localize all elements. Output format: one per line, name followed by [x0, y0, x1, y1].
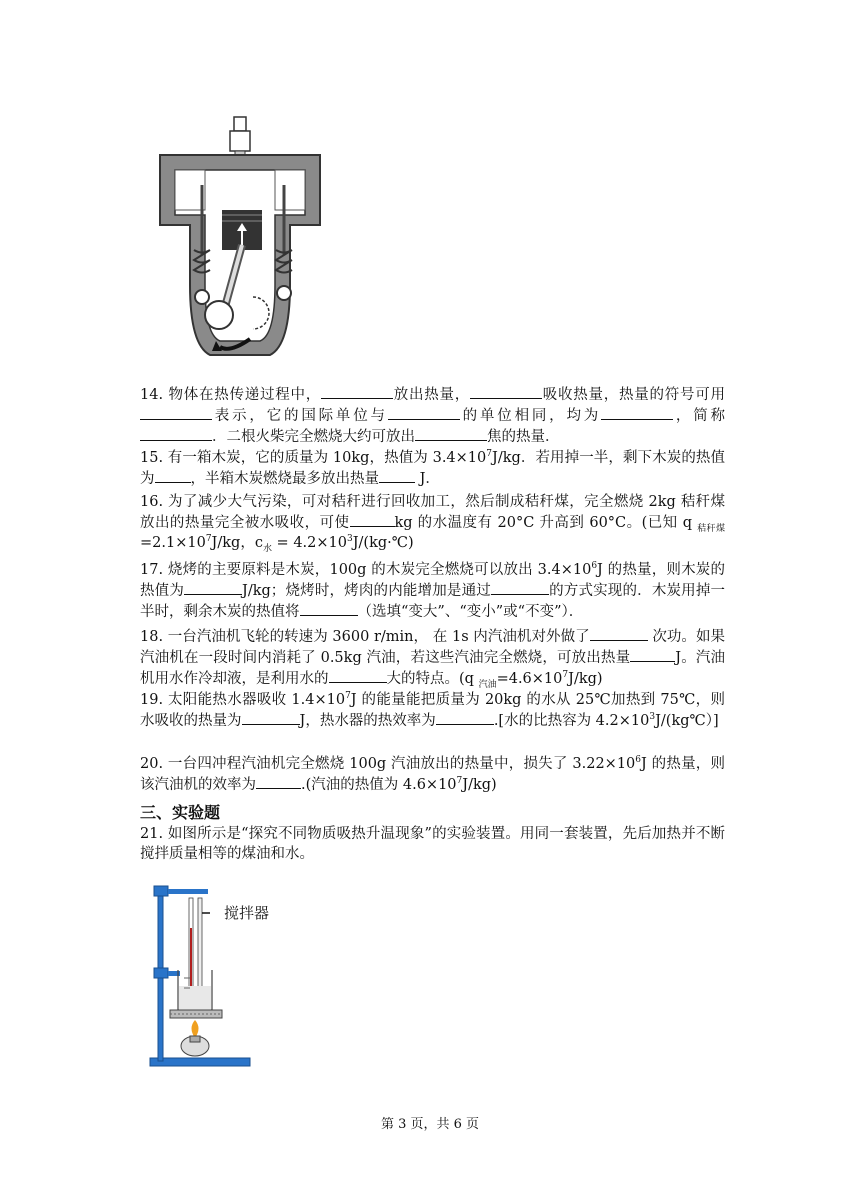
answer-blank[interactable] [321, 384, 393, 399]
question-16: 16. 为了减少大气污染，可对秸秆进行回收加工，然后制成秸秆煤，完全燃烧 2kg 秸秆煤放出的热量完全被水吸收，可使 kg 的水温度有 20°C 升高到 60°C。(已知 q $_{秸秆煤}=2.1\times 10^7J/kg$，$c_水$ = $4.2\times 10^3J/(kg\cdot℃)$ [140, 494, 726, 554]
question-18: 18. 一台汽油机飞轮的转速为 3600 r/min， 在 1s 内汽油机对外做了 次功。如果汽油机在一段时间内消耗了 0.5kg 汽油，若这些汽油完全燃烧，可放出热量 J。汽油机用水作冷却液，是利用水的 大的特点。(q $_{汽油}=4.6\times 10^7J/kg$) [140, 626, 725, 689]
question-20: 20. 一台四冲程汽油机完全燃烧 100g 汽油放出的热量中，损失了 $3.22\times 10^6J$ 的热量，则该汽油机的效率为 .(汽油的热值为 $4.6\times 10^7J/kg$) [140, 755, 726, 793]
answer-blank[interactable] [350, 512, 395, 527]
apparatus-label: 搅拌器 [224, 904, 270, 922]
engine-diagram [150, 115, 330, 375]
question-21: 21. 如图所示是“探究不同物质吸热升温现象”的实验装置。用同一套装置，先后加热并不断搅拌质量相等的煤油和水。 [140, 826, 725, 862]
answer-blank[interactable] [155, 468, 191, 483]
question-15: 15. 有一箱木炭，它的质量为 10kg，热值为 $3.4\times 10^7J/kg$．若用掉一半，剩下木炭的热值为 ，半箱木炭燃烧最多放出热量 J． [140, 449, 726, 487]
question-19: 19. 太阳能热水器吸收 $1.4\times 10^7J$ 的能量能把质量为 20kg 的水从 25℃加热到 75℃，则水吸收的热量为 J，热水器的热效率为 .[水的比热容为 $4.2\times 10^3J/(kg℃)$] [140, 691, 725, 729]
section-title: 三、实验题 [140, 803, 221, 822]
answer-blank[interactable] [184, 580, 242, 595]
answer-blank[interactable] [242, 710, 300, 725]
answer-blank[interactable] [329, 668, 387, 683]
question-14: 14. 物体在热传递过程中， 放出热量， 吸收热量，热量的符号可用表示，它的国际单位与 的单位相同，均为 ，简称．二根火柴完全燃烧大约可放出 焦的热量． [140, 384, 725, 447]
answer-blank[interactable] [601, 405, 673, 420]
answer-blank[interactable] [470, 384, 542, 399]
answer-blank[interactable] [630, 647, 675, 662]
answer-blank[interactable] [491, 580, 549, 595]
answer-blank[interactable] [140, 426, 212, 441]
answer-blank[interactable] [300, 601, 358, 616]
answer-blank[interactable] [415, 426, 487, 441]
answer-blank[interactable] [590, 626, 648, 641]
question-17: 17. 烧烤的主要原料是木炭，100g 的木炭完全燃烧可以放出 $3.4\times 10^6J$ 的热量，则木炭的热值为 J/kg；烧烤时，烤肉的内能增加是通过 的方式实现的．木炭用掉一半时，剩余木炭的热值将 （选填“变大”、“变小”或“不变”）． [140, 561, 726, 620]
page-footer: 第 3 页，共 6 页 [380, 1117, 480, 1132]
answer-blank[interactable] [388, 405, 460, 420]
answer-blank[interactable] [436, 710, 494, 725]
answer-blank[interactable] [256, 774, 301, 789]
answer-blank[interactable] [140, 405, 212, 420]
answer-blank[interactable] [379, 468, 415, 483]
